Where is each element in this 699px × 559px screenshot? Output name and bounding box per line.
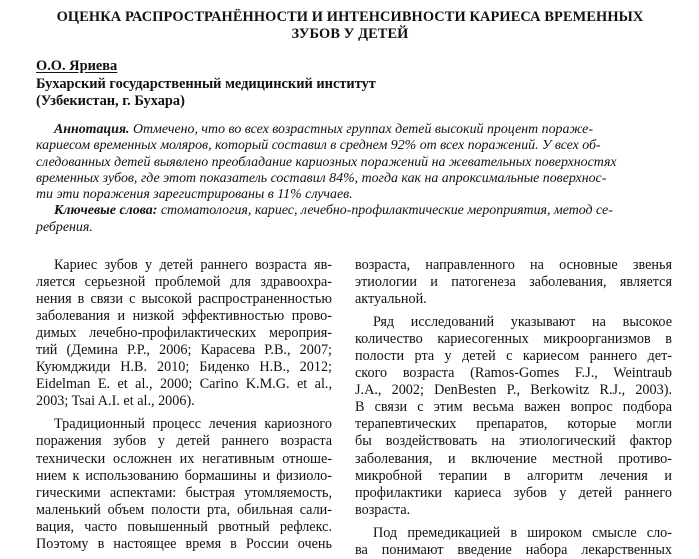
body-line: J.A., 2002; DenBesten P., Berkowitz R.J., 2003).: [355, 382, 672, 399]
body-line: маленький объем полости рта, обильная сали-: [36, 501, 332, 518]
body-line: Куюмджиди Н.В. 2010; Биденко Н.В., 2012;: [36, 359, 332, 376]
keywords-text-1: стоматология, кариес, лечебно-профилактические мероприятия, метод се-: [157, 203, 613, 219]
body-line: этиологии и патогенеза заболевания, является: [355, 274, 672, 291]
abstract-line: кариесом временных моляров, который составил в среднем 92% от всех поражений. У всех об-: [36, 138, 601, 154]
body-line: Ряд исследований указывают на высокое: [373, 314, 672, 331]
title-line-1: ОЦЕНКА РАСПРОСТРАНЁННОСТИ И ИНТЕНСИВНОСТИ КАРИЕСА ВРЕМЕННЫХ: [56, 9, 644, 25]
body-line: нения в связи с высокой распространенностью: [36, 291, 332, 308]
body-line: профилактики кариеса зубов у детей раннего: [355, 484, 672, 501]
author-name-text: О.О. Яриева: [36, 58, 118, 74]
body-line: терапевтических препаратов, которые могли: [355, 416, 672, 433]
body-line: Кариес зубов у детей раннего возраста яв-: [54, 257, 332, 273]
author-name: [36, 58, 376, 76]
body-column-right: [355, 257, 672, 559]
body-line: возраста, направленного на основные звенья: [355, 257, 672, 273]
body-line: 2003; Tsai A.I. et al., 2006).: [36, 393, 195, 410]
body-line: ского возраста (Ramos-Gomes F.J., Weintraub: [355, 365, 672, 382]
body-column-left: [36, 257, 332, 553]
body-line: вация, часто повышенный рвотный рефлекс.: [36, 518, 332, 535]
body-line: Eidelman E. et al., 2000; Carino K.M.G. et al.,: [36, 376, 332, 393]
body-line: заболевания и низкой эффективностью прово-: [36, 308, 332, 325]
body-line: тий (Демина Р.Р., 2006; Карасева Р.В., 2007;: [36, 342, 332, 359]
abstract-line: следованных детей выявлено преобладание кариозных поражений на жевательных поверхностях: [36, 154, 617, 170]
body-line: заболевания, и включение местной противо-: [355, 450, 672, 467]
body-line: Традиционный процесс лечения кариозного: [54, 416, 332, 433]
keywords-line: ребрения.: [36, 219, 93, 235]
abstract-line: ти эти поражения зарегистрированы в 11% случаев.: [36, 187, 353, 203]
body-line: технически осложнен их негативным отноше-: [36, 450, 332, 467]
body-line: ва понимают введение набора лекарственных: [355, 541, 672, 558]
body-line: количество кариесогенных микроорганизмов в: [355, 331, 672, 348]
author-institution: Бухарский государственный медицинский институт: [36, 75, 376, 92]
body-line: микробной терапии в алгоритм лечения и: [355, 467, 672, 484]
keywords-line: [36, 203, 672, 219]
keywords-label: Ключевые слова:: [54, 203, 158, 219]
body-line: Под премедикацией в широком смысле сло-: [373, 524, 672, 541]
body-line: актуальной.: [355, 291, 427, 308]
body-line: возраста.: [355, 501, 411, 518]
body-line: нием к использованию бормашины и физиоло-: [36, 467, 332, 484]
abstract-label: Аннотация.: [54, 122, 130, 137]
author-block: [36, 58, 376, 111]
body-line: поражения зубов у детей раннего возраста: [36, 433, 332, 450]
body-line: Поэтому в настоящее время в России очень: [36, 535, 332, 552]
author-location: (Узбекистан, г. Бухара): [36, 93, 185, 109]
abstract-line: временных зубов, где этот показатель составил 84%, тогда как на апроксимальные поверхнос-: [36, 170, 607, 186]
body-line: бы воздействовать на этиологический фактор: [355, 433, 672, 450]
body-line: В связи с этим весьма важен вопрос подбора: [355, 399, 672, 416]
abstract: [36, 122, 672, 236]
body-line: димых лечебно-профилактических мероприя-: [36, 325, 332, 342]
body-line: полости рта у детей с кариесом раннего дет-: [355, 348, 672, 365]
body-line: ляется серьезной проблемой для здравоохра-: [36, 274, 332, 291]
body-line: гическими аспектами: быстрая утомляемость,: [36, 484, 332, 501]
abstract-line: [36, 122, 672, 138]
abstract-text-1: Отмечено, что во всех возрастных группах детей высокий процент пораже-: [129, 122, 593, 137]
article-title: [30, 9, 670, 43]
title-line-2: ЗУБОВ У ДЕТЕЙ: [291, 26, 409, 42]
